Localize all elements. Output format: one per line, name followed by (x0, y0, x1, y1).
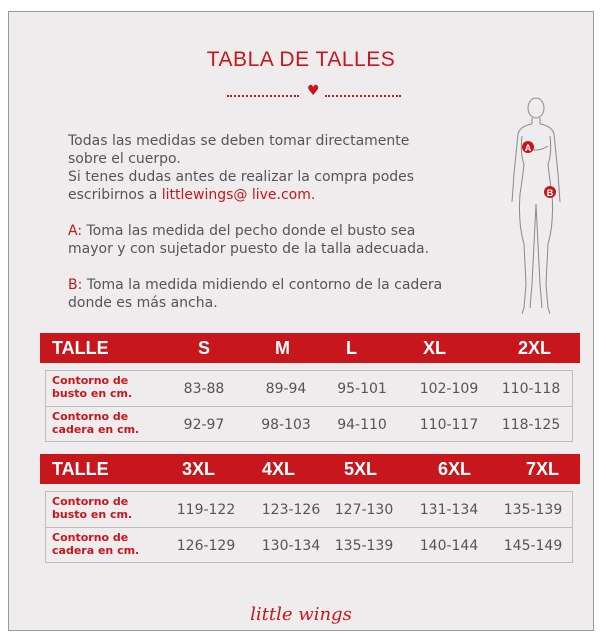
header-cell-3xl: 3XL (182, 459, 216, 479)
size-chart-card (8, 11, 594, 631)
table-cell: 98-103 (261, 417, 311, 433)
table-cell: 140-144 (419, 538, 479, 554)
header-cell-talle: TALLE (52, 459, 109, 479)
table-cell: 131-134 (419, 502, 479, 518)
intro-line-4-prefix: escribirnos a (68, 187, 162, 203)
intro-line-4 (68, 186, 498, 204)
header-cell-m: M (275, 338, 290, 358)
header-cell-7xl: 7XL (526, 459, 560, 479)
table-cell: 94-110 (337, 417, 387, 433)
table-cell: 123-126 (261, 502, 321, 518)
table-cell: 126-129 (176, 538, 236, 554)
table-cell: 110-117 (419, 417, 479, 433)
contact-email: littlewings@ live.com. (161, 187, 316, 203)
size-table-1-header (40, 333, 580, 363)
title-divider (227, 83, 402, 102)
instructions (68, 132, 498, 312)
table-row-busto (46, 492, 572, 527)
row-label: Contorno de cadera en cm. (52, 410, 140, 436)
instruction-a-text: Toma las medida del pecho donde el busto sea (82, 223, 416, 239)
row-label: Contorno de cadera en cm. (52, 531, 140, 557)
page-title: TABLA DE TALLES (206, 48, 396, 71)
marker-b-label: B (546, 188, 554, 198)
header-cell-xl: XL (423, 338, 447, 358)
size-table-2-header (40, 454, 580, 484)
row-label: Contorno de busto en cm. (52, 495, 133, 521)
size-table-1-body (45, 370, 573, 442)
instruction-a-line-2: mayor y con sujetador puesto de la talla adecuada. (68, 241, 430, 257)
table-row-cadera (46, 528, 572, 563)
header-cell-6xl: 6XL (438, 459, 472, 479)
instruction-a-label: A: (68, 223, 83, 239)
intro-line-1: Todas las medidas se deben tomar directamente (68, 133, 410, 149)
table-cell: 92-97 (183, 417, 225, 433)
brand-logo: little wings (250, 604, 352, 625)
divider-dots-left (227, 95, 299, 97)
header-cell-talle: TALLE (52, 338, 109, 358)
header-cell-2xl: 2XL (518, 338, 552, 358)
intro-line-2: sobre el cuerpo. (68, 151, 181, 167)
instruction-b-text: Toma la medida midiendo el contorno de la cadera (82, 277, 443, 293)
marker-a-label: A (524, 143, 532, 153)
table-cell: 83-88 (183, 381, 225, 397)
table-cell: 89-94 (265, 381, 307, 397)
table-cell: 130-134 (261, 538, 321, 554)
divider-dots-right (325, 95, 401, 97)
header-cell-5xl: 5XL (344, 459, 378, 479)
body-figure-illustration (504, 94, 574, 320)
table-cell: 127-130 (334, 502, 394, 518)
instruction-b-label: B: (68, 277, 83, 293)
table-cell: 110-118 (501, 381, 561, 397)
header-cell-l: L (346, 338, 357, 358)
table-cell: 145-149 (503, 538, 563, 554)
instruction-b-line-2: donde es más ancha. (68, 295, 218, 311)
table-cell: 135-139 (503, 502, 563, 518)
table-row-cadera (46, 407, 572, 442)
table-cell: 135-139 (334, 538, 394, 554)
intro-line-3: Si tenes dudas antes de realizar la compra podes (68, 169, 415, 185)
table-cell: 118-125 (501, 417, 561, 433)
table-row-busto (46, 371, 572, 406)
size-table-2-body (45, 491, 573, 563)
header-cell-4xl: 4XL (262, 459, 296, 479)
row-label: Contorno de busto en cm. (52, 374, 133, 400)
heart-icon: ♥ (307, 83, 320, 99)
instruction-b-line-1 (68, 276, 498, 294)
table-cell: 102-109 (419, 381, 479, 397)
header-cell-s: S (198, 338, 211, 358)
instruction-a-line-1 (68, 222, 498, 240)
table-cell: 119-122 (176, 502, 236, 518)
table-cell: 95-101 (337, 381, 387, 397)
